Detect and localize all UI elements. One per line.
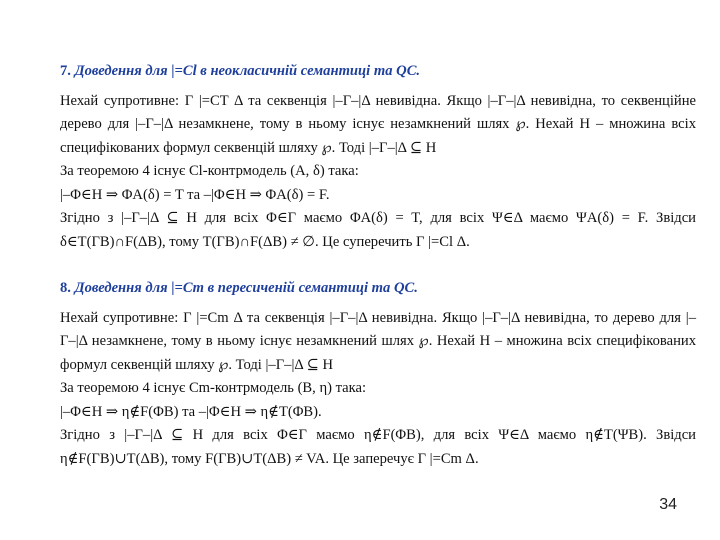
section-7-paragraph-3: |–Φ∈H ⇒ ΦA(δ) = T та –|Φ∈H ⇒ ΦA(δ) = F. (60, 186, 330, 203)
section-7-title: Доведення для |=Cl в неокласичній семантиці та QC. (74, 63, 421, 79)
section-8-paragraph-1: Нехай супротивне: Γ |=Cm Δ та секвенція |–Γ–|Δ невивідна. Якщо |–Γ–|Δ невивідна, то дерево для |–Γ–|Δ незамкнене, тому в ньому існує незамкнений шлях ℘. Нехай H – множина всіх специфікованих формул секвенцій шляху ℘. Тоді |–Γ–|Δ ⊆ H (60, 309, 696, 373)
page-number: 34 (659, 496, 677, 513)
section-7-paragraph-1: Нехай супротивне: Γ |=CT Δ та секвенція |–Γ–|Δ невивідна. Якщо |–Γ–|Δ невивідна, то секвенційне дерево для |–Γ–|Δ незамкнене, тому в ньому існує незамкнений шлях ℘. Нехай H – множина всіх специфікованих формул секвенцій шляху ℘. Тоді |–Γ–|Δ ⊆ H (60, 92, 696, 156)
section-8-title: Доведення для |=Cm в пересиченій семантиці та QC. (74, 280, 418, 296)
section-8-paragraph-3: |–Φ∈H ⇒ η∉F(ΦB) та –|Φ∈H ⇒ η∉T(ΦB). (60, 403, 322, 420)
section-spacer (60, 254, 696, 277)
slide-content (60, 60, 696, 471)
section-8-heading (60, 277, 696, 301)
section-7-paragraph-4: Згідно з |–Γ–|Δ ⊆ H для всіх Φ∈Γ маємо ΦA(δ) = T, для всіх Ψ∈Δ маємо ΨA(δ) = F. Звідси δ∈T(ΓB)∩F(ΔB), тому T(ΓB)∩F(ΔB) ≠ ∅. Це суперечить Γ |=Cl Δ. (60, 210, 696, 250)
section-8-paragraph-2: За теоремою 4 існує Cm-контрмодель (B, η) така: (60, 380, 367, 396)
section-8-paragraph-4: Згідно з |–Γ–|Δ ⊆ H для всіх Φ∈Γ маємо η∉F(ΦB), для всіх Ψ∈Δ маємо η∉T(ΨB). Звідси η∉F(ΓB)∪T(ΔB), тому F(ΓB)∪T(ΔB) ≠ VA. Це заперечує Γ |=Cm Δ. (60, 427, 696, 467)
section-7-number: 7. (60, 63, 71, 79)
section-7-paragraph-2: За теоремою 4 існує Cl-контрмодель (A, δ) така: (60, 163, 359, 179)
section-7-heading (60, 60, 696, 84)
section-8-number: 8. (60, 280, 71, 296)
